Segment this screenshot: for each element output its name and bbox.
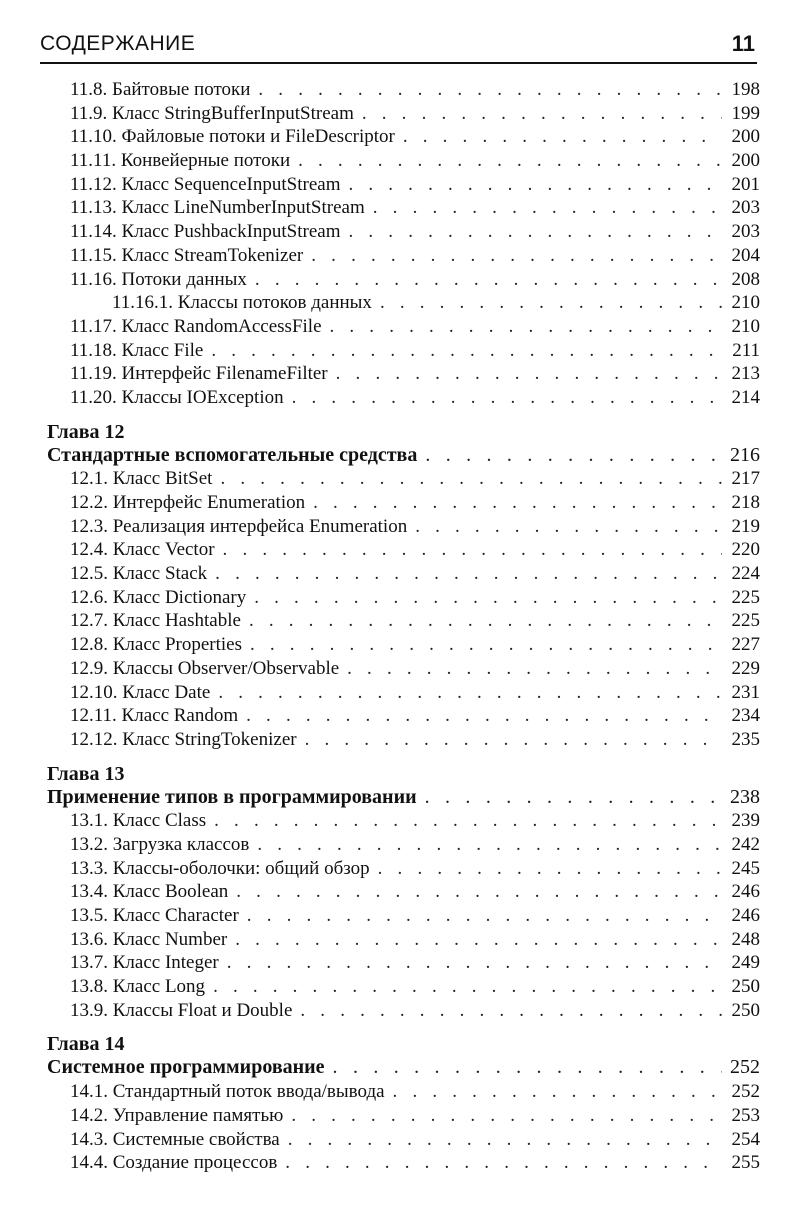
toc-entry bbox=[0, 102, 800, 126]
chapter-title-entry bbox=[0, 786, 800, 810]
toc-entry-label: 12.3. Реализация интерфейса Enumeration bbox=[70, 515, 408, 537]
toc-entry-label: 12.10. Класс Date bbox=[70, 681, 211, 703]
toc-entry-page: 245 bbox=[731, 857, 760, 879]
toc-entry bbox=[0, 149, 800, 173]
toc-entry-page: 200 bbox=[731, 150, 760, 172]
toc-entry-page: 250 bbox=[731, 999, 760, 1021]
toc-entry-page: 219 bbox=[731, 515, 760, 537]
toc-entry-label: 13.1. Класс Class bbox=[70, 810, 207, 832]
toc-entry-label: 11.9. Класс StringBufferInputStream bbox=[70, 102, 354, 124]
toc-entry-page: 242 bbox=[731, 833, 760, 855]
toc-entry-page: 225 bbox=[731, 586, 760, 608]
toc-entry-label: 12.2. Интерфейс Enumeration bbox=[70, 492, 306, 513]
dot-leader bbox=[258, 78, 722, 102]
toc-entry bbox=[0, 362, 800, 386]
dot-leader bbox=[288, 1128, 722, 1152]
toc-entry-label: 11.18. Класс File bbox=[70, 339, 204, 361]
dot-leader bbox=[215, 562, 722, 586]
toc-entry-page: 252 bbox=[730, 1056, 760, 1079]
dot-leader bbox=[257, 833, 722, 857]
toc-entry-label: 11.20. Классы IOException bbox=[70, 386, 284, 408]
toc-entry-page: 250 bbox=[731, 976, 760, 998]
toc-entry-label: 12.4. Класс Vector bbox=[70, 539, 215, 561]
toc-entry-page: 254 bbox=[731, 1128, 760, 1150]
toc-entry-page: 220 bbox=[731, 539, 760, 561]
toc-entry-label: 13.6. Класс Number bbox=[70, 928, 228, 950]
dot-leader bbox=[300, 999, 722, 1023]
toc-entry bbox=[0, 681, 800, 705]
toc-entry bbox=[0, 196, 800, 220]
dot-leader bbox=[403, 125, 722, 149]
toc-entry-page: 231 bbox=[731, 681, 760, 703]
toc-entry-label: 12.11. Класс Random bbox=[70, 705, 239, 727]
dot-leader bbox=[285, 1151, 722, 1175]
toc-entry bbox=[0, 125, 800, 149]
toc-entry-page: 253 bbox=[731, 1104, 760, 1126]
toc-entry-page: 229 bbox=[731, 657, 760, 679]
dot-leader bbox=[373, 196, 722, 220]
dot-leader bbox=[305, 728, 722, 752]
toc-entry bbox=[0, 244, 800, 268]
toc-entry-page: 199 bbox=[731, 102, 760, 124]
toc-entry-page: 225 bbox=[731, 610, 760, 632]
toc-entry bbox=[0, 809, 800, 833]
table-of-contents bbox=[0, 78, 800, 1175]
dot-leader bbox=[330, 315, 723, 339]
toc-entry bbox=[0, 586, 800, 610]
toc-entry-label: 12.1. Класс BitSet bbox=[70, 468, 213, 490]
toc-entry-page: 218 bbox=[731, 492, 760, 513]
toc-entry-page: 246 bbox=[731, 905, 760, 926]
toc-entry-page: 239 bbox=[731, 810, 760, 832]
toc-entry-label: 13.4. Класс Boolean bbox=[70, 881, 229, 903]
dot-leader bbox=[415, 515, 722, 539]
toc-entry-page: 255 bbox=[731, 1152, 760, 1174]
toc-entry-page: 208 bbox=[731, 268, 760, 290]
toc-entry bbox=[0, 220, 800, 244]
toc-entry bbox=[0, 268, 800, 292]
toc-entry-page: 249 bbox=[731, 952, 760, 974]
dot-leader bbox=[349, 220, 723, 244]
dot-leader bbox=[378, 857, 722, 881]
toc-entry bbox=[0, 928, 800, 952]
dot-leader bbox=[347, 657, 722, 681]
toc-entry-label: Стандартные вспомогательные средства bbox=[47, 443, 418, 466]
toc-entry-page: 198 bbox=[731, 79, 760, 100]
toc-entry-page: 210 bbox=[731, 292, 760, 314]
toc-entry bbox=[0, 467, 800, 491]
toc-entry bbox=[0, 291, 800, 315]
toc-entry-page: 210 bbox=[731, 315, 760, 337]
dot-leader bbox=[227, 951, 722, 975]
toc-entry bbox=[0, 538, 800, 562]
toc-entry-label: 14.1. Стандартный поток ввода/вывода bbox=[70, 1081, 385, 1103]
toc-entry-page: 217 bbox=[731, 468, 760, 490]
toc-entry-label: 11.14. Класс PushbackInputStream bbox=[70, 221, 341, 243]
toc-entry-label: 11.11. Конвейерные потоки bbox=[70, 150, 291, 172]
dot-leader bbox=[292, 386, 722, 410]
toc-entry bbox=[0, 386, 800, 410]
dot-leader bbox=[333, 1056, 722, 1080]
toc-entry-label: 11.10. Файловые потоки и FileDescriptor bbox=[70, 126, 395, 148]
toc-entry-label: 13.3. Классы-оболочки: общий обзор bbox=[70, 857, 370, 879]
dot-leader bbox=[214, 809, 722, 833]
toc-entry-label: 12.8. Класс Properties bbox=[70, 634, 242, 656]
chapter-heading: Глава 12 bbox=[47, 420, 125, 443]
toc-entry-label: 11.16.1. Классы потоков данных bbox=[112, 292, 372, 314]
toc-entry bbox=[0, 633, 800, 657]
toc-entry-label: 11.13. Класс LineNumberInputStream bbox=[70, 197, 365, 219]
toc-entry-page: 203 bbox=[731, 197, 760, 219]
dot-leader bbox=[246, 704, 722, 728]
dot-leader bbox=[425, 444, 722, 468]
dot-leader bbox=[362, 102, 722, 126]
dot-leader bbox=[220, 467, 722, 491]
toc-entry bbox=[0, 833, 800, 857]
toc-entry-label: 14.3. Системные свойства bbox=[70, 1128, 280, 1150]
dot-leader bbox=[425, 786, 722, 810]
dot-leader bbox=[254, 586, 722, 610]
toc-entry-label: Системное программирование bbox=[47, 1056, 325, 1079]
toc-entry-page: 216 bbox=[730, 443, 760, 466]
toc-entry-page: 213 bbox=[731, 363, 760, 385]
toc-entry-label: 13.2. Загрузка классов bbox=[70, 833, 250, 855]
toc-entry bbox=[0, 173, 800, 197]
dot-leader bbox=[393, 1080, 722, 1104]
toc-entry-page: 200 bbox=[731, 126, 760, 148]
toc-entry-page: 252 bbox=[731, 1081, 760, 1103]
toc-entry-label: 11.16. Потоки данных bbox=[70, 268, 247, 290]
toc-entry-label: 12.5. Класс Stack bbox=[70, 563, 208, 585]
dot-leader bbox=[235, 928, 722, 952]
dot-leader bbox=[298, 149, 722, 173]
toc-entry-label: 11.17. Класс RandomAccessFile bbox=[70, 315, 322, 337]
dot-leader bbox=[380, 291, 722, 315]
toc-entry bbox=[0, 1104, 800, 1128]
dot-leader bbox=[213, 975, 722, 999]
toc-entry-label: 11.15. Класс StreamTokenizer bbox=[70, 244, 304, 266]
toc-entry-page: 204 bbox=[731, 244, 760, 266]
toc-entry-page: 234 bbox=[731, 705, 760, 727]
running-header bbox=[40, 30, 757, 64]
toc-entry bbox=[0, 609, 800, 633]
chapter-title-entry bbox=[0, 1056, 800, 1080]
toc-entry-label: 12.7. Класс Hashtable bbox=[70, 610, 241, 632]
toc-entry-page: 227 bbox=[731, 634, 760, 656]
toc-entry-label: 12.12. Класс StringTokenizer bbox=[70, 728, 297, 750]
toc-entry bbox=[0, 339, 800, 363]
toc-entry bbox=[0, 1151, 800, 1175]
toc-entry-label: 14.2. Управление памятью bbox=[70, 1104, 284, 1126]
toc-entry bbox=[0, 657, 800, 681]
dot-leader bbox=[255, 268, 722, 292]
toc-entry bbox=[0, 704, 800, 728]
toc-entry-page: 211 bbox=[732, 339, 760, 361]
dot-leader bbox=[223, 538, 722, 562]
toc-entry bbox=[0, 1080, 800, 1104]
dot-leader bbox=[348, 173, 722, 197]
toc-entry bbox=[0, 491, 800, 515]
toc-entry-label: 13.5. Класс Character bbox=[70, 905, 239, 926]
dot-leader bbox=[250, 633, 722, 657]
toc-entry bbox=[0, 562, 800, 586]
toc-entry bbox=[0, 78, 800, 102]
toc-entry-label: Применение типов в программировании bbox=[47, 785, 417, 808]
dot-leader bbox=[247, 904, 722, 928]
toc-entry bbox=[0, 999, 800, 1023]
toc-entry-page: 248 bbox=[731, 928, 760, 950]
page-number: 11 bbox=[731, 31, 755, 56]
toc-entry bbox=[0, 315, 800, 339]
toc-entry bbox=[0, 857, 800, 881]
dot-leader bbox=[336, 362, 722, 386]
dot-leader bbox=[249, 609, 722, 633]
toc-entry-page: 214 bbox=[731, 386, 760, 408]
chapter-title-entry bbox=[0, 444, 800, 468]
toc-entry bbox=[0, 904, 800, 928]
toc-entry-page: 238 bbox=[730, 785, 760, 808]
dot-leader bbox=[211, 339, 722, 363]
toc-entry-label: 12.9. Классы Observer/Observable bbox=[70, 657, 340, 679]
dot-leader bbox=[291, 1104, 722, 1128]
toc-entry-label: 13.8. Класс Long bbox=[70, 976, 206, 998]
dot-leader bbox=[218, 681, 722, 705]
toc-entry bbox=[0, 880, 800, 904]
toc-entry bbox=[0, 515, 800, 539]
toc-entry-label: 13.9. Классы Float и Double bbox=[70, 999, 293, 1021]
toc-entry bbox=[0, 975, 800, 999]
toc-entry-label: 14.4. Создание процессов bbox=[70, 1152, 278, 1174]
toc-entry-page: 235 bbox=[731, 728, 760, 750]
toc-entry bbox=[0, 1128, 800, 1152]
toc-entry-page: 246 bbox=[731, 881, 760, 903]
toc-entry-label: 11.12. Класс SequenceInputStream bbox=[70, 173, 341, 195]
chapter-heading: Глава 14 bbox=[47, 1033, 125, 1056]
toc-entry-page: 203 bbox=[731, 221, 760, 243]
toc-entry bbox=[0, 728, 800, 752]
toc-entry-label: 11.8. Байтовые потоки bbox=[70, 79, 251, 100]
dot-leader bbox=[313, 491, 722, 515]
dot-leader bbox=[311, 244, 722, 268]
toc-entry-label: 13.7. Класс Integer bbox=[70, 952, 219, 974]
chapter-heading: Глава 13 bbox=[47, 762, 125, 785]
toc-entry-page: 224 bbox=[731, 563, 760, 585]
toc-entry-page: 201 bbox=[731, 173, 760, 195]
toc-entry-label: 11.19. Интерфейс FilenameFilter bbox=[70, 363, 328, 385]
running-header-title: СОДЕРЖАНИЕ bbox=[40, 32, 196, 55]
dot-leader bbox=[236, 880, 722, 904]
toc-entry-label: 12.6. Класс Dictionary bbox=[70, 586, 247, 608]
toc-entry bbox=[0, 951, 800, 975]
